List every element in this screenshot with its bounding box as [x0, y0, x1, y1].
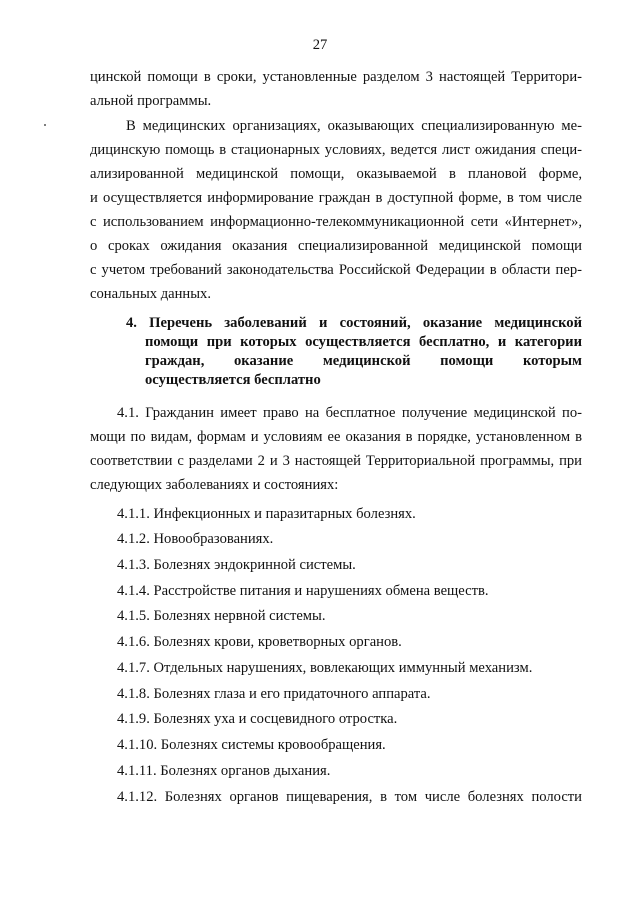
scan-speck [44, 124, 46, 126]
list-item: 4.1.2. Новообразованиях. [117, 531, 274, 547]
section-heading-line: осуществляется бесплатно [145, 372, 321, 388]
paragraph-line: с учетом требований законодательства Российской Федерации в области пер- [90, 262, 582, 278]
list-item: 4.1.3. Болезнях эндокринной системы. [117, 557, 356, 573]
paragraph-line: 4.1. Гражданин имеет право на бесплатное получение медицинской по- [117, 405, 582, 421]
paragraph-line: и осуществляется информирование граждан в доступной форме, в том числе [90, 190, 582, 206]
paragraph-line: следующих заболеваниях и состояниях: [90, 477, 339, 493]
list-item: 4.1.4. Расстройстве питания и нарушениях обмена веществ. [117, 583, 489, 599]
paragraph-line: ализированной медицинской помощи, оказываемой в плановой форме, [90, 166, 582, 182]
section-heading-line: граждан, оказание медицинской помощи которым [145, 353, 582, 369]
list-item: 4.1.1. Инфекционных и паразитарных болезнях. [117, 506, 416, 522]
paragraph-line: мощи по видам, формам и условиям ее оказания в порядке, установленном в [90, 429, 582, 445]
list-item: 4.1.8. Болезнях глаза и его придаточного аппарата. [117, 686, 431, 702]
list-item: 4.1.12. Болезнях органов пищеварения, в том числе болезнях полости [117, 789, 582, 805]
paragraph-line: сональных данных. [90, 286, 211, 302]
paragraph-line: соответствии с разделами 2 и 3 настоящей Территориальной программы, при [90, 453, 582, 469]
paragraph-line: В медицинских организациях, оказывающих специализированную ме- [126, 118, 582, 134]
list-item: 4.1.10. Болезнях системы кровообращения. [117, 737, 386, 753]
list-item: 4.1.5. Болезнях нервной системы. [117, 608, 326, 624]
paragraph-line: дицинскую помощь в стационарных условиях, ведется лист ожидания специ- [90, 142, 582, 158]
paragraph-line: о сроках ожидания оказания специализированной медицинской помощи [90, 238, 582, 254]
section-heading-line: 4. Перечень заболеваний и состояний, оказание медицинской [126, 315, 582, 331]
list-item: 4.1.9. Болезнях уха и сосцевидного отростка. [117, 711, 398, 727]
section-heading-line: помощи при которых осуществляется бесплатно, и категории [145, 334, 582, 350]
page-number: 27 [312, 37, 328, 53]
list-item: 4.1.11. Болезнях органов дыхания. [117, 763, 331, 779]
paragraph-line: цинской помощи в сроки, установленные разделом 3 настоящей Территори- [90, 69, 582, 85]
list-item: 4.1.6. Болезнях крови, кроветворных органов. [117, 634, 402, 650]
list-item: 4.1.7. Отдельных нарушениях, вовлекающих иммунный механизм. [117, 660, 533, 676]
paragraph-line: альной программы. [90, 93, 212, 109]
paragraph-line: с использованием информационно-телекоммуникационной сети «Интернет», [90, 214, 582, 230]
